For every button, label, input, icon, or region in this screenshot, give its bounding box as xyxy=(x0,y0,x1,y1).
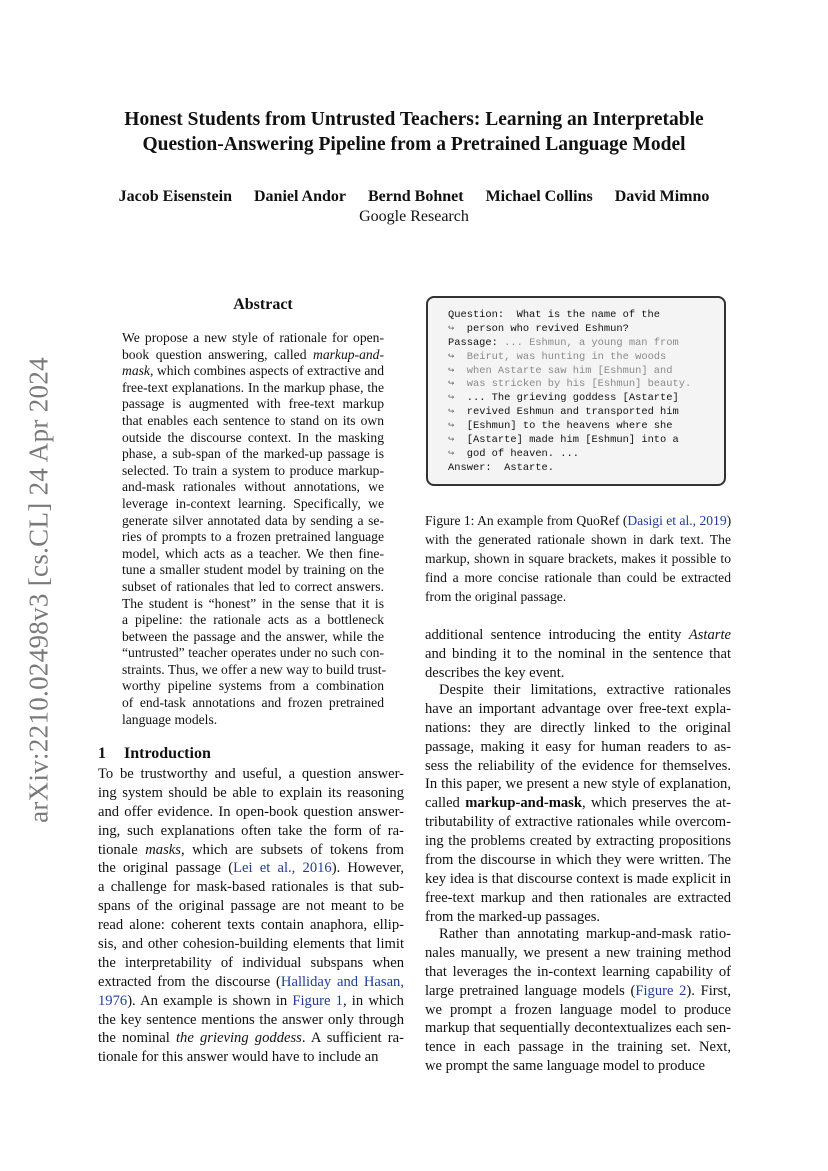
text-line: additional sentence introducing the entity Astarte xyxy=(425,627,731,643)
code-line: ↪ ... The grieving goddess [Astarte] xyxy=(448,392,679,405)
text-line: mask, which combines aspects of extractive and xyxy=(122,363,384,379)
intro-right-paragraph-1 xyxy=(425,626,731,683)
text-line: outside the discourse context. In the masking xyxy=(122,429,384,445)
text-line: read alone: coherent texts contain anaphora, ellip- xyxy=(98,917,404,934)
line-wrap-icon: ↪ xyxy=(448,447,455,460)
text-line: sess the reliability of the evidence for themselves. xyxy=(425,757,731,774)
text-line: we prompt a frozen language model to produce xyxy=(425,1001,731,1018)
line-wrap-icon: ↪ xyxy=(448,392,455,405)
text-line: and offer evidence. In open-book question answer- xyxy=(98,803,404,820)
text-line: passage is augmented with free-text markup xyxy=(122,396,384,412)
text-line: selected. To train a system to produce markup- xyxy=(122,462,384,478)
text-line: tence in each passage in the training set. Next, xyxy=(425,1039,731,1056)
text-line: a challenge for mask-based rationales is that sub- xyxy=(98,879,404,896)
section-number: 1 xyxy=(98,745,106,762)
text-line: key idea is that discourse context is made explicit in xyxy=(425,870,731,887)
text-line: find a more concise rationale than could be extracted xyxy=(425,569,731,585)
code-line: ↪ person who revived Eshmun? xyxy=(448,322,629,335)
text-line: free-text explanations. In the markup phase, the xyxy=(122,379,384,395)
text-line: ries of prompts to a frozen pretrained language xyxy=(122,529,384,545)
text-line: the key sentence mentions the answer only through xyxy=(98,1011,404,1028)
text-line: tionale masks, which are subsets of tokens from xyxy=(98,841,404,858)
line-wrap-icon: ↪ xyxy=(448,420,455,433)
text-line: spans of the original passage are not meant to be xyxy=(98,898,404,915)
text-line: Figure 1: An example from QuoRef (Dasigi et al., 2019) xyxy=(425,513,732,528)
text-line: sis, and other cohesion-building elements that limit xyxy=(98,936,404,953)
text-line: describes the key event. xyxy=(425,664,565,681)
section-title: Introduction xyxy=(124,745,211,762)
author-list xyxy=(80,188,748,206)
code-line: ↪ [Astarte] made him [Eshmun] into a xyxy=(448,434,679,447)
text-line: To be trustworthy and useful, a question answer- xyxy=(98,766,404,782)
text-line: tune a smaller student model by training on the xyxy=(122,562,384,578)
text-line: nations: they are directly linked to the original xyxy=(425,719,731,736)
text-line: The student is “honest” in the sense that it is xyxy=(122,595,384,611)
text-line: we prompt the same language model to produce xyxy=(425,1058,706,1075)
line-wrap-icon: ↪ xyxy=(448,434,455,447)
text-line: that leverages the in-context learning capability of xyxy=(425,963,731,980)
code-line: Answer: Astarte. xyxy=(448,461,555,474)
text-line: 1976). An example is shown in Figure 1, in which xyxy=(98,992,404,1009)
text-line: Rather than annotating markup-and-mask ratio- xyxy=(439,926,731,942)
author-name: Daniel Andor xyxy=(253,188,346,205)
author-name: David Mimno xyxy=(614,188,710,205)
text-line: markup that sequentially decontextualizes each sen- xyxy=(425,1020,731,1037)
text-line: We propose a new style of rationale for open- xyxy=(122,330,384,345)
text-line: nales manually, we present a new training method xyxy=(425,944,731,961)
text-line: leverage in-context learning. Specifically, we xyxy=(122,495,384,511)
text-line: ing, such explanations often take the form of ra- xyxy=(98,822,404,839)
line-wrap-icon: ↪ xyxy=(448,406,455,419)
code-line: ↪ [Eshmun] to the heavens where she xyxy=(448,420,673,433)
figure1-caption xyxy=(425,512,731,606)
title-line: Honest Students from Untrusted Teachers: Learning an Interpretable xyxy=(124,109,704,130)
intro-right-paragraph-3 xyxy=(425,925,731,1076)
line-wrap-icon: ↪ xyxy=(448,322,455,335)
paper-title xyxy=(80,107,748,157)
text-line: passage, making it easy for human readers to as- xyxy=(425,738,731,755)
text-line: ing system should be able to explain its reasoning xyxy=(98,784,404,801)
line-wrap-icon: ↪ xyxy=(448,350,455,363)
line-wrap-icon: ↪ xyxy=(448,378,455,391)
text-line: from the original passage. xyxy=(425,588,567,604)
text-line: book question answering, called markup-and- xyxy=(122,346,384,362)
code-line: Question: What is the name of the xyxy=(448,309,661,321)
text-line: from the marked-up passages. xyxy=(425,908,601,925)
text-line: between the passage and the answer, while the xyxy=(122,628,384,644)
text-line: and-mask rationales without annotations, we xyxy=(122,479,384,495)
text-line: a pipeline: the rationale acts as a bottleneck xyxy=(122,612,384,628)
text-line: extracted from the discourse (Halliday and Hasan, xyxy=(98,973,404,990)
text-line: free-text markup and then rationales are extracted xyxy=(425,889,731,906)
code-line: Passage: ... Eshmun, a young man from xyxy=(448,336,679,349)
code-line: ↪ Beirut, was hunting in the woods xyxy=(448,350,667,363)
text-line: tributability of extractive rationales while overcom- xyxy=(425,814,731,831)
text-line: phase, a sub-span of the marked-up passage is xyxy=(122,446,384,462)
text-line: with the generated rationale shown in dark text. The xyxy=(425,531,731,547)
text-line: tionale for this answer would have to include an xyxy=(98,1049,379,1066)
text-line: that enables each sentence to stand on its own xyxy=(122,412,384,428)
abstract-body xyxy=(122,330,387,728)
text-line: subset of rationales that led to correct answers. xyxy=(122,578,384,594)
affiliation: Google Research xyxy=(359,208,469,225)
text-line: called markup-and-mask, which preserves the at- xyxy=(425,795,731,812)
text-line: language models. xyxy=(122,711,218,727)
arxiv-stamp xyxy=(14,310,64,870)
text-line: straints. Thus, we offer a new way to build trust- xyxy=(122,661,387,677)
text-line: and binding it to the nominal in the sentence that xyxy=(425,645,731,662)
author-name: Michael Collins xyxy=(485,188,593,205)
author-name: Jacob Eisenstein xyxy=(118,188,232,205)
code-line: ↪ was stricken by his [Eshmun] beauty. xyxy=(448,378,692,391)
intro-right-paragraph-2 xyxy=(425,681,731,927)
text-line: large pretrained language models (Figure 2). First, xyxy=(425,982,731,999)
text-line: of end-task annotations and frozen pretrained xyxy=(122,695,384,711)
text-line: In this paper, we present a new style of explanation, xyxy=(425,776,731,793)
text-line: the interpretability of individual subspans when xyxy=(98,954,404,971)
text-line: from the discourse in which they were written. The xyxy=(425,852,731,869)
text-line: “untrusted” teacher operates under no such con- xyxy=(122,645,384,661)
arxiv-identifier: arXiv:2210.02498v3 [cs.CL] 24 Apr 2024 xyxy=(23,357,54,823)
abstract-heading: Abstract xyxy=(233,296,293,313)
text-line: the original passage (Lei et al., 2016). However, xyxy=(98,860,404,877)
text-line: markup, shown in square brackets, makes it possible to xyxy=(425,550,731,566)
text-line: generate silver annotated data by sending a se- xyxy=(122,512,384,528)
code-line: ↪ revived Eshmun and transported him xyxy=(448,406,679,419)
title-line: Question-Answering Pipeline from a Pretrained Language Model xyxy=(142,134,686,155)
text-line: ing the problems created by extracting propositions xyxy=(425,833,731,850)
text-line: have an important advantage over free-text expla- xyxy=(425,700,731,717)
intro-left-column xyxy=(98,765,404,1067)
figure1-code-box xyxy=(426,296,726,486)
section-heading xyxy=(98,745,211,763)
code-line: ↪ when Astarte saw him [Eshmun] and xyxy=(448,364,673,377)
line-wrap-icon: ↪ xyxy=(448,364,455,377)
author-name: Bernd Bohnet xyxy=(368,188,464,205)
code-line: ↪ god of heaven. ... xyxy=(448,447,579,460)
text-line: model, which acts as a teacher. We then fine- xyxy=(122,545,384,561)
text-line: Despite their limitations, extractive rationales xyxy=(439,682,731,698)
text-line: worthy pipeline systems from a combination xyxy=(122,678,384,694)
text-line: the nominal the grieving goddess. A sufficient ra- xyxy=(98,1030,404,1047)
